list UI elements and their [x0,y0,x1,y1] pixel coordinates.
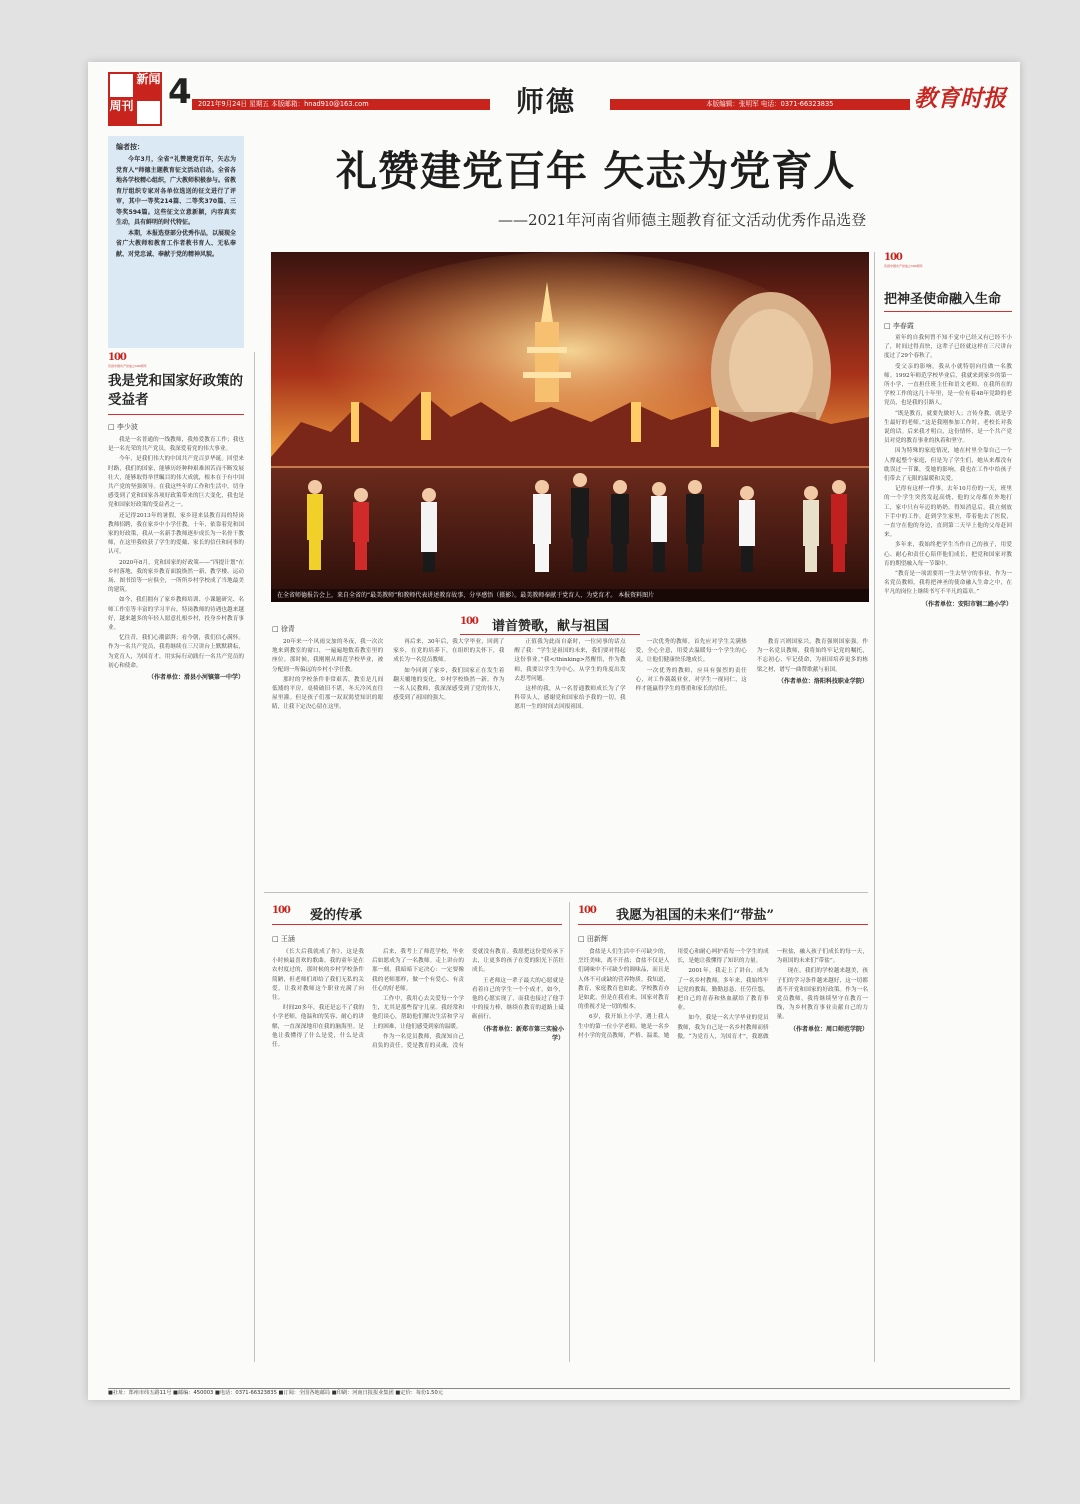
centenary-badge-mid2: 100 [272,905,290,916]
stage-photo [271,252,869,602]
unit-mid2: （作者单位：新郑市第三实验小学） [479,1025,564,1042]
author-right: □ 李春霞 [884,322,914,330]
page-number: 4 [168,72,192,112]
unit-left: （作者单位：滑县小河镇第一中学） [147,674,244,682]
editor-note-box [108,136,244,348]
newspaper-page [88,62,1020,1400]
article-body-mid1: 20年来一个风雨交加的冬夜，我一次次地来到教室的窗口，一遍遍地数着教室里的座位。那时候，我刚刚从师范学校毕业，被分配到一所偏远的乡村小学任教。 那时的学校条件非常艰苦，教室是几间低矮的平房，桌椅破旧不堪，冬天冷风直往屋里灌。但是孩子们那一双双渴望知识的眼睛，让我下定决心留在这里。 再后来，30年后，我大学毕业，回到了家乡，在党的培养下，在组织的关怀下，我成长为一名党员教师。 如今回到了家乡，我们国家正在发生着翻天覆地的变化，乡村学校焕然一新。作为一名人民教师，我深深感受到了党的伟大，感受到了祖国的强大。 正值我为此而自豪时，一位同事的话点醒了我：“学生是祖国的未来，我们要对得起这份事业。”我</thinking>然醒悟，作为教师，我要以学生为中心，从学生的角度出发去思考问题。 这样的我，从一名普通教师成长为了学科带头人，感谢党和国家给予我的一切，我愿用一生的时间去回报祖国。 一次优秀的教师，首先应对学生关满热爱，全心全意，用爱去温暖每一个学生的心灵，让他们健康快乐地成长。 一次优秀的教师，应具有强烈的责任心，对工作兢兢业业，对学生一视同仁，这样才能赢得学生的尊重和家长的信任。 教育兴则国家兴，教育强则国家强。作为一名党员教师，我将始终牢记党的嘱托，不忘初心、牢记使命，为祖国培养更多的栋梁之材，谱写一曲赞歌献与祖国。 （作者单位：洛阳科技职业学院） [272,639,868,711]
subheadline: ——2021年河南省师德主题教育征文活动优秀作品选登 [498,211,867,229]
author-mid3: □ 田新辉 [578,935,608,943]
article-body-right: 童年的自我何曾不知不觉中已经又有已经不小了，时间过得真快，这辈子已经就这样在三尺讲台度过了29个春秋了。 受父亲的影响，我从小就特别向往做一名教师。1992年师范学校毕业后，我就来到家乡的第一所小学，一直担任班主任和语文老师。在我所在的学校工作的这几十年里，是一位有着48年党龄的老党员，也是我的引路人。 “既是教育，就要先做好人；言传身教，就是学生最好的老师。”这是我刚参加工作时，老校长对我说的话。后来我才明白，这份情怀，是一个共产党员对党的教育事业的执着和坚守。 因为特殊的家庭情况，她在村里全靠自己一个人撑起整个家庭，但是为了学生们，她从来都没有耽误过一节课，受她的影响，我也在工作中给孩子们带去了无限的温暖和关爱。 记得有这样一件事。去年10月份的一天，班里的一个学生突然发起高烧，他的父母都在外地打工，家中只有年迈的奶奶。得知消息后，我立刻放下手中的工作，赶到学生家里，带着他去了医院，一直守在他的身边，直到第二天早上他的父母赶回来。 多年来，我始终把学生当作自己的孩子，用爱心、耐心和责任心陪伴他们成长，把党和国家对教育的期望融入每一节课中。 “教育是一项需要用一生去坚守的事业，作为一名党员教师，我将把神圣的使命融入生命之中，在平凡的岗位上继续书写不平凡的篇章。” （作者单位：安阳市钢二路小学） [884,335,1012,608]
editor-note-text2: 本期，本报选登部分优秀作品，以展现全省广大教师和教育工作者教书育人、无私奉献、对党忠诚、奉献于党的精神风貌。 [116,229,237,258]
unit-mid3: （作者单位：周口师范学院） [789,1025,868,1033]
stage-photo-image [271,252,869,602]
article-body-mid3: 食盐是人们生活中不可缺少的，烹饪美味，离不开盐；食盐不仅是人们调味中不可缺少的调味品，而且是人体不可或缺的营养物质。我知道，教育，家庭教育也如此，学校教育亦是如此，但是在我看来，国家对教育的重视才是一切的根本。 6岁，我开始上小学，遇上我人生中的第一位小学老师。她是一名乡村小学的党员教师，严格、温柔，她用爱心和耐心呵护着每一个学生的成长，是她让我懂得了知识的力量。 2001年，我走上了讲台，成为了一名乡村教师。多年来，我始终牢记党的教诲，勤勤恳恳、任劳任怨，把自己的青春和热血献给了教育事业。 如今，我是一名大学毕业的党员教师，我为自己是一名乡村教师而骄傲。“为党育人，为国育才”，我愿做一粒盐，融入孩子们成长的每一天，为祖国的未来们“带盐”。 现在，我们的学校越来越美，孩子们的学习条件越来越好，这一切都离不开党和国家的好政策。作为一名党员教师，我将继续坚守在教育一线，为乡村教育事业贡献自己的力量。 （作者单位：周口师范学院） [578,949,868,1040]
article-title-left: 我是党和国家好政策的受益者 [108,373,243,408]
badge-caption: 庆祝中国共产党成立100周年 [884,264,923,268]
article-body-mid2: 《长大后我就成了你》，这是我小时候最喜欢的歌曲。我的童年是在农村度过的，那时候的乡村学校条件简陋，但老师们却给了我们无私的关爱，让我对教师这个职业充满了向往。 时间20多年，我还是忘不了我的小学老师，他温和的笑容、耐心的讲解，一直深深地印在我的脑海里。是他让我懂得了什么是爱，什么是责任。 后来，我考上了师范学校，毕业后如愿成为了一名教师。走上讲台的那一刻，我暗暗下定决心：一定要像我的老师那样，做一个有爱心、有责任心的好老师。 工作中，我用心去关爱每一个学生，尤其是那些留守儿童。我经常和他们谈心，帮助他们解决生活和学习上的困难，让他们感受到家的温暖。 作为一名党员教师，我深知自己肩负的责任。爱是教育的灵魂，没有爱就没有教育。我愿把这份爱传承下去，让更多的孩子在爱的阳光下茁壮成长。 王老师这一辈子最大的心愿就是看着自己的学生一个个成才，如今，他的心愿实现了，而我也接过了他手中的接力棒，继续在教育的道路上砥砺前行。 （作者单位：新郑市第三实验小学） [272,949,564,1050]
article-title-mid2: 爱的传承 [310,908,363,923]
photo-caption: 在全省师德报告会上，来自全省的“最美教师”和教师代表讲述教育故事、分享感悟（摄影）。最美教师奉献于党育人、为党育才。 本报资料图片 [271,589,869,602]
logo-news: 新闻 [135,72,162,99]
article-title-right: 把神圣使命融入生命 [884,292,1002,307]
centenary-badge-left: 100 庆祝中国共产党成立100周年 [108,352,147,368]
author-mid2: □ 王涵 [272,935,295,943]
editor-note-label: 编者按： [116,143,144,151]
newspaper-name: 教育时报 [914,85,1006,112]
author-mid1: □ 徐青 [272,625,295,633]
editor-info: 本版编辑：张明军 电话：0371-66323835 [706,100,834,108]
logo-weekly: 周刊 [108,99,135,126]
article-title-mid3: 我愿为祖国的未来们“带盐” [616,908,774,923]
author-left: □ 李少波 [108,423,138,431]
centenary-badge [884,252,923,268]
editor-note-text: 今年3月，全省“礼赞建党百年，矢志为党育人”师德主题教育征文活动启动。全省各地各学校精心组织，广大教师积极参与。省教育厅组织专家对各单位选送的征文进行了评审，其中一等奖214篇、二等奖370篇、三等奖594篇。这些征文立意新颖，内容真实生动，具有鲜明的时代特征。 [116,156,237,226]
badge-number: 100 [884,252,902,263]
footer-bar [108,1388,1010,1398]
headline: 礼赞建党百年 矢志为党育人 [336,147,856,195]
footer-text: ■社址：郑州市纬五路11号 ■邮编：450003 ■电话：0371-66323835 ■订阅：全国各地邮局 ■印刷：河南日报报业集团 ■定价：每份1.50元 [108,1390,443,1396]
centenary-badge-mid3: 100 [578,905,596,916]
unit-mid1: （作者单位：洛阳科技职业学院） [777,677,868,685]
weekly-logo [108,72,162,128]
article-title-mid1: 谱首赞歌，献与祖国 [492,619,610,634]
centenary-badge-mid1: 100 [460,616,478,627]
section-title: 师德 [516,85,577,118]
unit-right: （作者单位：安阳市钢二路小学） [921,600,1012,608]
date-info: 2021年9月24日 星期五 本版邮箱：hnad910@163.com [198,100,369,108]
article-body-left: 我是一名普通的一线教师，我热爱教育工作；我也是一名光荣的共产党员，我深爱着党的伟大事业。 今年，是我们伟大的中国共产党百岁华诞。回望来时路，我们的国家，能够历经种种艰难困苦而不断发展壮大，能够取得举世瞩目的伟大成就，根本在于有中国共产党的坚强领导。在我这些年的工作和生活中，切身感受到了党和国家各项好政策带来的巨大变化，我也是党和国家好政策的受益者之一。 还记得2013年的暑假，家乡迎来县教育局的特岗教师招聘，我在家乡中小学任教。十年，依靠着党和国家的好政策，我从一名新手教师逐步成长为一名骨干教师，在这里我收获了学生的爱戴、家长的信任和同事的认可。 2020年8月，党和国家的好政策——“四提计划”在乡村落地，我的家乡教育面貌焕然一新，教学楼、运动场、图书馆等一应俱全，一所所乡村学校成了当地最美的建筑。 如今，我们拥有了家乡教师培训、小课题研究、名师工作室等丰富的学习平台，特岗教师的待遇也越来越好，越来越多的年轻人愿意扎根乡村，投身乡村教育事业。 忆往昔，我们心潮澎湃；看今朝，我们信心满怀。作为一名共产党员，我将继续在三尺讲台上默默耕耘，为党育人，为国育才，用实际行动践行一名共产党员的初心和使命。 （作者单位：滑县小河镇第一中学） [108,437,244,682]
